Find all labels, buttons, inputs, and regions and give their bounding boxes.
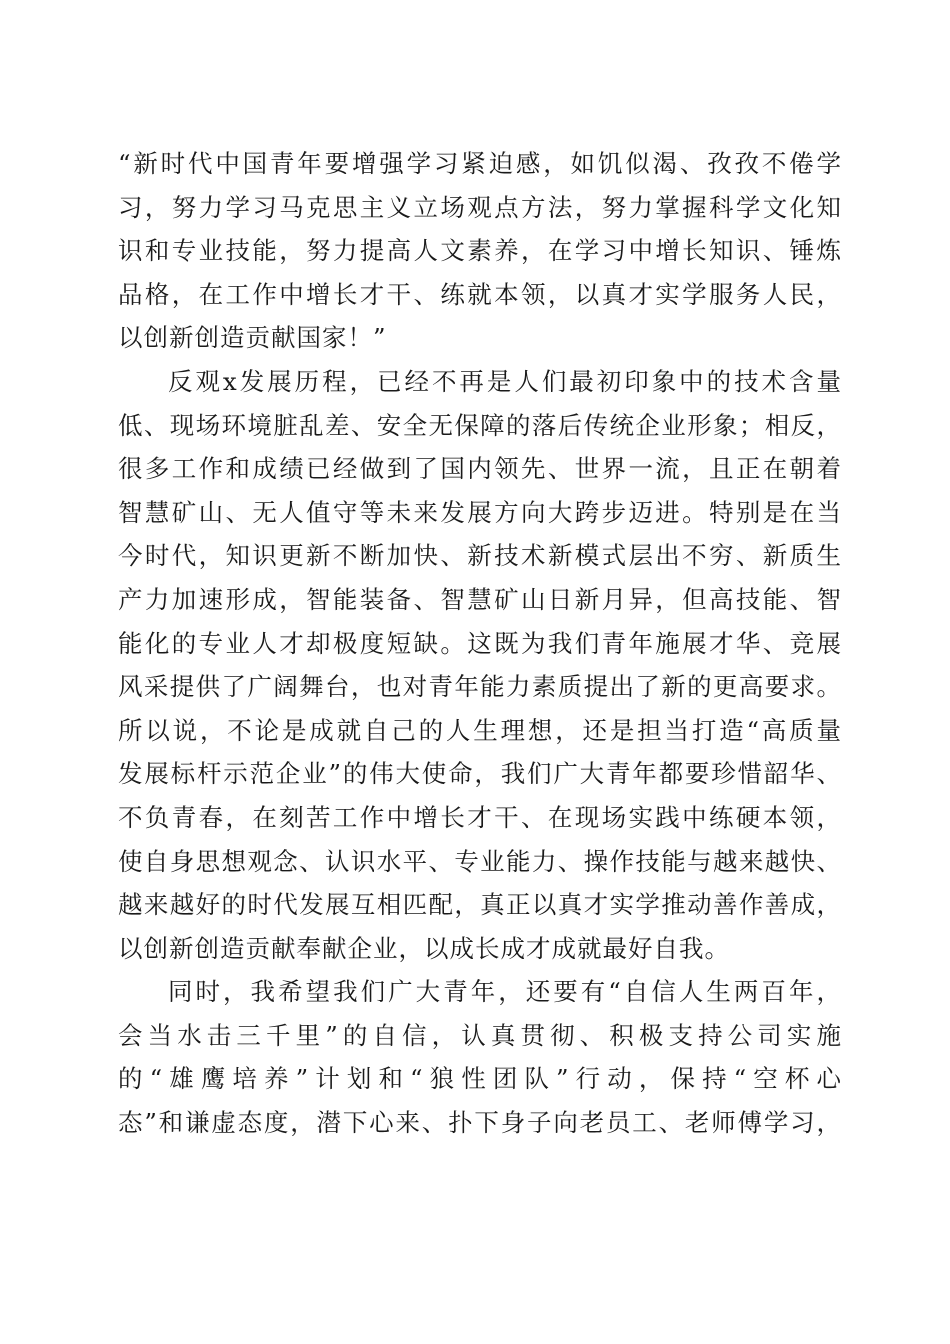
- text-line: 今时代，知识更新不断加快、新技术新模式层出不穷、新质生: [118, 541, 842, 571]
- text-line: 越来越好的时代发展互相匹配，真正以真才实学推动善作善成，: [118, 890, 842, 920]
- text-line: 态”和谦虚态度，潜下心来、扑下身子向老员工、老师傅学习，: [118, 1108, 842, 1138]
- text-line: 很多工作和成绩已经做到了国内领先、世界一流，且正在朝着: [118, 454, 842, 484]
- text-line: 低、现场环境脏乱差、安全无保障的落后传统企业形象；相反，: [118, 410, 842, 440]
- text-line: 反观x发展历程，已经不再是人们最初印象中的技术含量: [168, 366, 842, 396]
- text-line: 的“雄鹰培养”计划和“狼性团队”行动，保持“空杯心: [118, 1064, 842, 1094]
- text-line: 风采提供了广阔舞台，也对青年能力素质提出了新的更高要求。: [118, 672, 842, 702]
- text-line: 同时，我希望我们广大青年，还要有“自信人生两百年，: [168, 977, 842, 1007]
- text-line: 所以说，不论是成就自己的人生理想，还是担当打造“高质量: [118, 715, 842, 745]
- text-line: 使自身思想观念、认识水平、专业能力、操作技能与越来越快、: [118, 846, 842, 876]
- text-line: 以创新创造贡献国家！”: [118, 323, 387, 353]
- text-line: 会当水击三千里”的自信，认真贯彻、积极支持公司实施: [118, 1020, 842, 1050]
- text-line: 不负青春，在刻苦工作中增长才干、在现场实践中练硬本领，: [118, 802, 842, 832]
- text-line: “新时代中国青年要增强学习紧迫感，如饥似渴、孜孜不倦学: [118, 149, 842, 178]
- text-line: 以创新创造贡献奉献企业，以成长成才成就最好自我。: [118, 933, 730, 963]
- text-line: 习，努力学习马克思主义立场观点方法，努力掌握科学文化知: [118, 192, 842, 222]
- body-text: [118, 142, 842, 1145]
- text-line: 能化的专业人才却极度短缺。这既为我们青年施展才华、竞展: [118, 628, 842, 658]
- text-line: 识和专业技能，努力提高人文素养，在学习中增长知识、锤炼: [118, 236, 842, 266]
- text-line: 智慧矿山、无人值守等未来发展方向大跨步迈进。特别是在当: [118, 497, 842, 527]
- text-line: 发展标杆示范企业”的伟大使命，我们广大青年都要珍惜韶华、: [118, 759, 842, 789]
- text-line: 产力加速形成，智能装备、智慧矿山日新月异，但高技能、智: [118, 584, 842, 614]
- text-line: 品格，在工作中增长才干、练就本领，以真才实学服务人民，: [118, 279, 842, 309]
